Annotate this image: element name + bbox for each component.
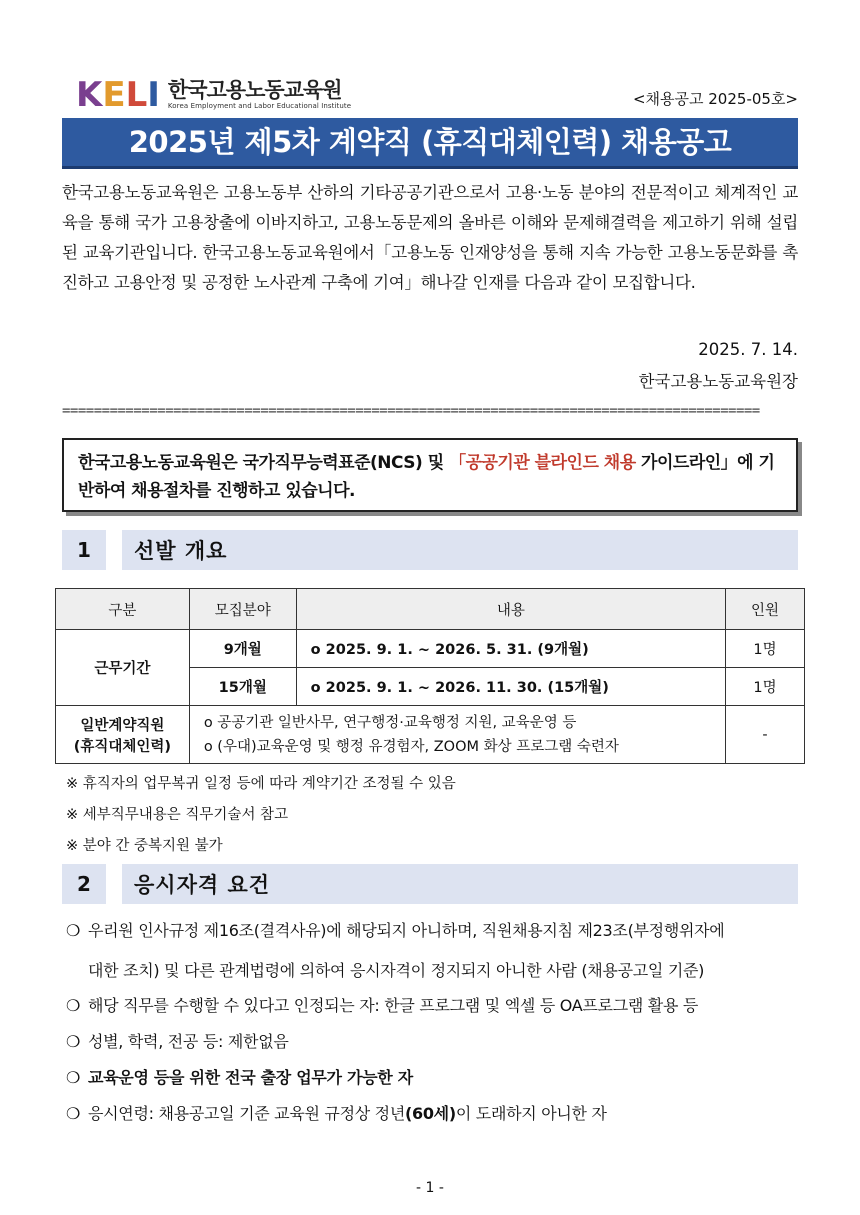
section-number: 1: [62, 530, 106, 570]
job-label-cell: [56, 706, 190, 764]
table-row: [56, 630, 805, 668]
section-1-header: [62, 530, 798, 570]
logo-letter: K: [76, 75, 103, 115]
job-duty-line: o (우대)교육운영 및 행정 유경험자, ZOOM 화상 프로그램 숙련자: [203, 738, 619, 755]
bullet-icon: ❍: [66, 1032, 81, 1051]
job-label-line: (휴직대체인력): [73, 738, 172, 755]
table-header-row: [56, 589, 805, 630]
requirement-item: [66, 1101, 802, 1124]
announcement-date: 2025. 7. 14.: [698, 340, 798, 359]
requirement-text: 우리원 인사규정 제16조(결격사유)에 해당되지 아니하며, 직원채용지침 제23조(부정행위자에: [88, 921, 725, 940]
requirement-text: 이 도래하지 아니한 자: [455, 1104, 607, 1123]
job-duty-cell: [189, 706, 725, 764]
ncs-highlight: 공공기관 블라인드 채용: [465, 453, 636, 473]
field-cell: 9개월: [189, 630, 296, 668]
table-row: [56, 706, 805, 764]
section-number: 2: [62, 864, 106, 904]
requirement-text: 응시연령: 채용공고일 기준 교육원 규정상 정년: [88, 1104, 405, 1123]
table-header: 구분: [56, 589, 190, 630]
institute-logo: [76, 74, 351, 114]
section-title: 선발 개요: [122, 530, 798, 570]
field-cell: 15개월: [189, 668, 296, 706]
logo-mark: [76, 75, 160, 115]
logo-letter: L: [125, 75, 148, 115]
note-item: ※ 휴직자의 업무복귀 일정 등에 따라 계약기간 조정될 수 있음: [66, 776, 456, 792]
logo-letter: I: [147, 75, 160, 115]
ncs-bracket-open: 「: [449, 453, 466, 473]
page-number: - 1 -: [416, 1180, 444, 1196]
job-duty-line: o 공공기관 일반사무, 연구행정·교육행정 지원, 교육운영 등: [203, 714, 577, 731]
content-cell: o 2025. 9. 1. ~ 2026. 11. 30. (15개월): [296, 668, 725, 706]
intro-paragraph: 한국고용노동교육원은 고용노동부 산하의 기타공공기관으로서 고용·노동 분야의 전문적이고 체계적인 교육을 통해 국가 고용창출에 이바지하고, 고용노동문제의 올바른 이해와 문제해결력을 제고하기 위해 설립된 교육기관입니다. 한국고용노동교육원에서「고용노동 인재양성을 통해 지속 가능한 고용노동문화를 촉진하고 고용안정 및 공정한 노사관계 구축에 기여」해나갈 인재를 다음과 같이 모집합니다.: [62, 183, 798, 292]
notice-number: <채용공고 2025-05호>: [632, 90, 798, 108]
recruitment-table: [55, 588, 805, 764]
requirement-item: [66, 1029, 802, 1052]
count-cell: 1명: [726, 668, 805, 706]
separator-line: ========================================================================================: [62, 403, 760, 419]
note-item: ※ 세부직무내용은 직무기술서 참고: [66, 807, 289, 823]
section-title: 응시자격 요건: [122, 864, 798, 904]
requirement-item: [66, 918, 802, 941]
ncs-text-part1: 한국고용노동교육원은 국가직무능력표준(NCS) 및: [78, 453, 450, 473]
requirement-text: 해당 직무를 수행할 수 있다고 인정되는 자: 한글 프로그램 및 엑셀 등 OA프로그램 활용 등: [88, 996, 699, 1015]
count-cell: -: [726, 706, 805, 764]
job-label-line: 일반계약직원: [80, 717, 165, 734]
requirement-continuation: 대한 조치) 및 다른 관계법령에 의하여 응시자격이 정지되지 아니한 사람 (채용공고일 기준): [88, 961, 705, 980]
page-title: 2025년 제5차 계약직 (휴직대체인력) 채용공고: [62, 118, 798, 169]
requirement-item: [66, 1065, 802, 1088]
period-label: 근무기간: [56, 630, 190, 706]
table-header: 모집분야: [189, 589, 296, 630]
logo-korean-name: 한국고용노동교육원: [167, 77, 342, 102]
bullet-icon: ❍: [66, 1068, 81, 1087]
table-header: 인원: [726, 589, 805, 630]
bullet-icon: ❍: [66, 996, 81, 1015]
requirement-text: 성별, 학력, 전공 등: 제한없음: [88, 1032, 289, 1051]
requirement-age: (60세): [405, 1104, 456, 1123]
requirement-text: 교육운영 등을 위한 전국 출장 업무가 가능한 자: [88, 1068, 413, 1087]
section-2-header: [62, 864, 798, 904]
content-cell: o 2025. 9. 1. ~ 2026. 5. 31. (9개월): [296, 630, 725, 668]
logo-letter: E: [102, 75, 126, 115]
requirement-item: [66, 993, 802, 1016]
bullet-icon: ❍: [66, 921, 81, 940]
table-header: 내용: [296, 589, 725, 630]
logo-english-name: Korea Employment and Labor Educational Institute: [167, 101, 352, 110]
ncs-notice-box: [62, 438, 798, 512]
ncs-text-part2: 가이드라인」에 기반하여 채용절차를 진행하고 있습니다.: [78, 453, 775, 501]
bullet-icon: ❍: [66, 1104, 81, 1123]
count-cell: 1명: [726, 630, 805, 668]
note-item: ※ 분야 간 중복지원 불가: [66, 838, 223, 854]
issuer-name: 한국고용노동교육원장: [638, 372, 798, 391]
